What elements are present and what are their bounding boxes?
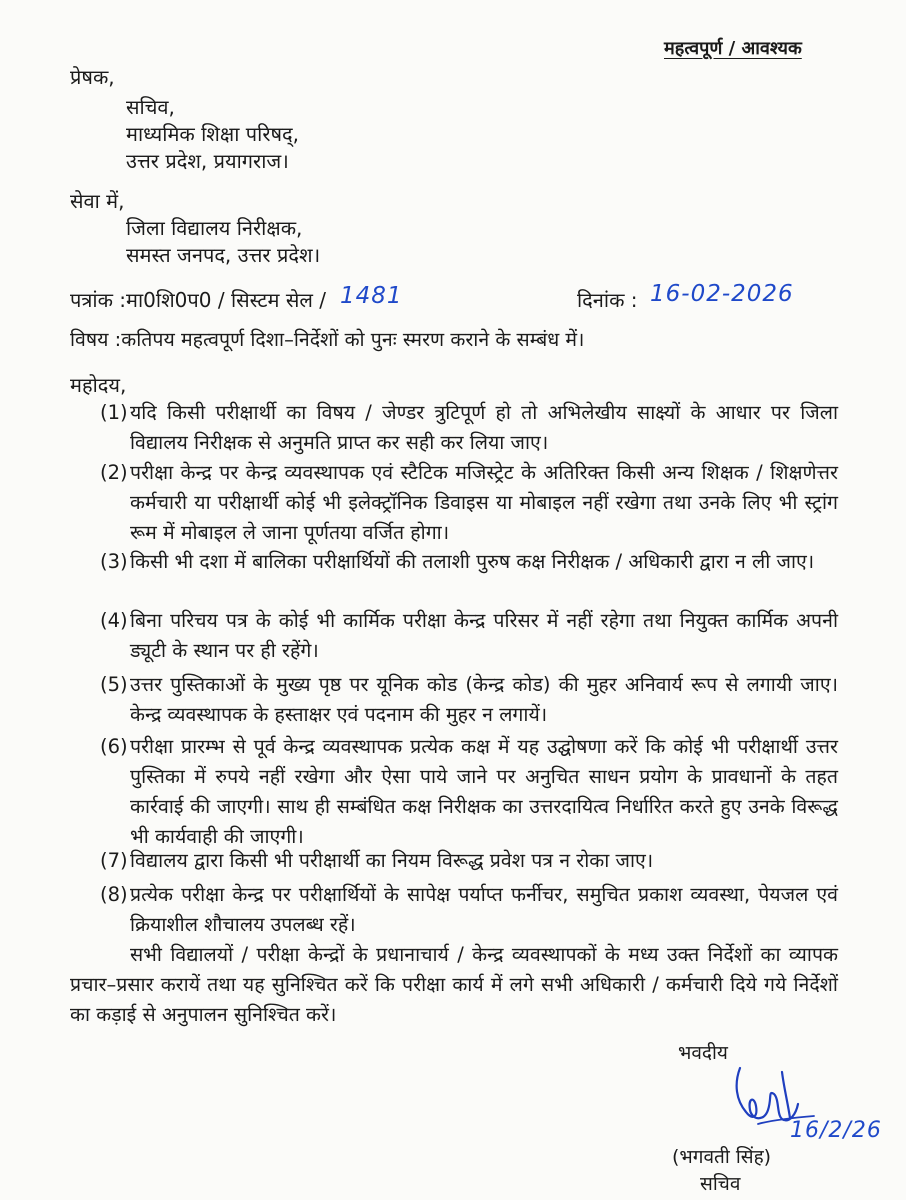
point-number: (2)	[100, 461, 128, 484]
point-text: परीक्षा प्रारम्भ से पूर्व केन्द्र व्यवस्थापक प्रत्येक कक्ष में यह उद्घोषणा करें कि कोई भी परीक्षार्थी उत्तर पुस्तिका में रुपये नहीं रखेगा और ऐसा पाये जाने पर अनुचित साधन प्रयोग के प्रावधानों के तहत कार्रवाई की जाएगी। साथ ही सम्बंधित कक्ष निरीक्षक का उत्तरदायित्व निर्धारित करते हुए उनके विरूद्ध भी कार्यवाही की जाएगी।	[130, 735, 838, 848]
point-number: (7)	[100, 849, 128, 872]
signatory-designation: सचिव	[700, 1173, 741, 1195]
point-number: (3)	[100, 550, 128, 573]
recipient-line: समस्त जनपद, उत्तर प्रदेश।	[126, 243, 321, 267]
sender-line: माध्यमिक शिक्षा परिषद्,	[126, 122, 300, 146]
point-text: किसी भी दशा में बालिका परीक्षार्थियों की तलाशी पुरुष कक्ष निरीक्षक / अधिकारी द्वारा न ली जाए।	[130, 550, 815, 573]
sender-line: उत्तर प्रदेश, प्रयागराज।	[126, 149, 289, 173]
point-text: यदि किसी परीक्षार्थी का विषय / जेण्डर त्रुटिपूर्ण हो तो अभिलेखीय साक्ष्यों के आधार पर जिला विद्यालय निरीक्षक से अनुमति प्राप्त कर सही कर लिया जाए।	[130, 401, 838, 454]
sender-label: प्रेषक,	[70, 65, 115, 89]
point-number: (1)	[100, 401, 128, 424]
point-text: बिना परिचय पत्र के कोई भी कार्मिक परीक्षा केन्द्र परिसर में नहीं रहेगा तथा नियुक्त कार्मिक अपनी ड्यूटी के स्थान पर ही रहेंगे।	[130, 609, 838, 662]
point-text: परीक्षा केन्द्र पर केन्द्र व्यवस्थापक एवं स्टैटिक मजिस्ट्रेट के अतिरिक्त किसी अन्य शिक्षक / शिक्षणेत्तर कर्मचारी या परीक्षार्थी कोई भी इलेक्ट्रॉनिक डिवाइस या मोबाइल नहीं रखेगा तथा उनके लिए भी स्ट्रांग रूम में मोबाइल ले जाना पूर्णतया वर्जित होगा।	[130, 461, 838, 544]
signatory-name: (भगवती सिंह)	[672, 1146, 772, 1168]
date-label: दिनांक :	[577, 288, 638, 312]
salutation: महोदय,	[70, 373, 127, 397]
date-value: 16-02-2026	[650, 281, 794, 307]
priority-label: महत्वपूर्ण / आवश्यक	[664, 38, 802, 59]
subject-line: विषय :कतिपय महत्वपूर्ण दिशा–निर्देशों को पुनः स्मरण कराने के सम्बंध में।	[70, 328, 585, 351]
point-number: (5)	[100, 673, 128, 696]
patrank-number: 1481	[340, 283, 403, 309]
closing-paragraph: सभी विद्यालयों / परीक्षा केन्द्रों के प्रधानाचार्य / केन्द्र व्यवस्थापकों के मध्य उक्त निर्देशों का व्यापक प्रचार–प्रसार करायें तथा यह सुनिश्चित करें कि परीक्षा कार्य में लगे सभी अधिकारी / कर्मचारी दिये गये निर्देशों का कड़ाई से अनुपालन सुनिश्चित करें।	[70, 943, 838, 1026]
signed-date: 16/2/26	[790, 1118, 882, 1143]
point-text: प्रत्येक परीक्षा केन्द्र पर परीक्षार्थियों के सापेक्ष पर्याप्त फर्नीचर, समुचित प्रकाश व्यवस्था, पेयजल एवं क्रियाशील शौचालय उपलब्ध रहें।	[130, 883, 838, 936]
recipient-label: सेवा में,	[70, 189, 125, 213]
patrank-label: पत्रांक :मा0शि0प0 / सिस्टम सेल /	[70, 288, 326, 312]
point-text: विद्यालय द्वारा किसी भी परीक्षार्थी का नियम विरूद्ध प्रवेश पत्र न रोका जाए।	[130, 849, 654, 872]
point-number: (6)	[100, 735, 128, 758]
recipient-line: जिला विद्यालय निरीक्षक,	[126, 216, 303, 240]
point-number: (8)	[100, 883, 128, 906]
sender-line: सचिव,	[126, 95, 175, 119]
point-number: (4)	[100, 609, 128, 632]
closing-word: भवदीय	[678, 1042, 728, 1064]
point-text: उत्तर पुस्तिकाओं के मुख्य पृष्ठ पर यूनिक कोड (केन्द्र कोड) की मुहर अनिवार्य रूप से लगायी जाए। केन्द्र व्यवस्थापक के हस्ताक्षर एवं पदनाम की मुहर न लगायें।	[130, 673, 838, 726]
